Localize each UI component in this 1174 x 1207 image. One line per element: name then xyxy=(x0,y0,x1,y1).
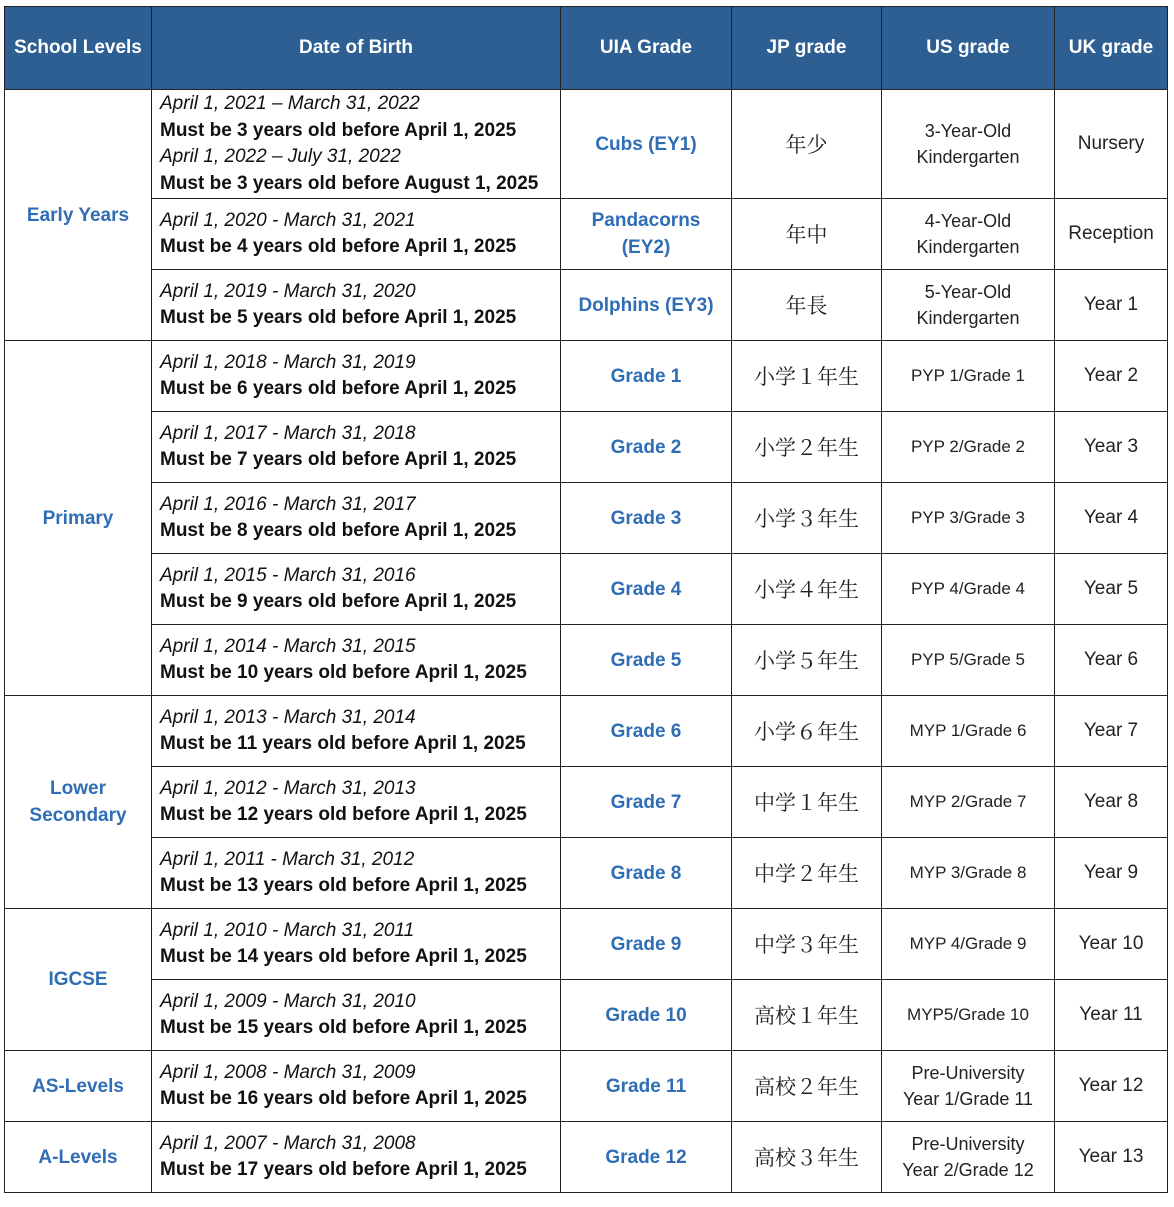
uia-grade: Grade 4 xyxy=(561,554,732,625)
dob-cell xyxy=(152,1051,561,1122)
us-grade: MYP 2/Grade 7 xyxy=(882,767,1055,838)
jp-grade: 高校１年生 xyxy=(732,980,882,1051)
uia-grade: Grade 7 xyxy=(561,767,732,838)
table-row xyxy=(5,838,1168,909)
dob-cell xyxy=(152,980,561,1051)
grade-placement-table-container xyxy=(4,6,1168,1193)
jp-grade: 小学６年生 xyxy=(732,696,882,767)
dob-rule: Must be 3 years old before April 1, 2025 xyxy=(160,119,517,141)
uia-grade: Grade 2 xyxy=(561,412,732,483)
header-uia-grade: UIA Grade xyxy=(561,7,732,90)
table-row xyxy=(5,1122,1168,1193)
level-primary: Primary xyxy=(5,341,152,696)
uia-grade: Grade 10 xyxy=(561,980,732,1051)
dob-range: April 1, 2010 - March 31, 2011 xyxy=(160,919,415,941)
table-row xyxy=(5,270,1168,341)
header-us-grade: US grade xyxy=(882,7,1055,90)
us-grade: Pre-University Year 1/Grade 11 xyxy=(882,1051,1055,1122)
level-igcse: IGCSE xyxy=(5,909,152,1051)
dob-range: April 1, 2007 - March 31, 2008 xyxy=(160,1132,416,1154)
dob-cell xyxy=(152,625,561,696)
dob-rule: Must be 11 years old before April 1, 2025 xyxy=(160,733,526,754)
dob-cell xyxy=(152,341,561,412)
dob-cell xyxy=(152,270,561,341)
level-lower-secondary xyxy=(5,696,152,909)
uk-grade: Year 9 xyxy=(1055,838,1168,909)
jp-grade: 中学３年生 xyxy=(732,909,882,980)
jp-grade: 高校２年生 xyxy=(732,1051,882,1122)
dob-cell xyxy=(152,696,561,767)
jp-grade: 高校３年生 xyxy=(732,1122,882,1193)
dob-range: April 1, 2017 - March 31, 2018 xyxy=(160,422,416,444)
table-row xyxy=(5,483,1168,554)
uk-grade: Year 11 xyxy=(1055,980,1168,1051)
table-row xyxy=(5,1051,1168,1122)
dob-range: April 1, 2019 - March 31, 2020 xyxy=(160,280,416,302)
header-uk-grade: UK grade xyxy=(1055,7,1168,90)
us-grade: PYP 4/Grade 4 xyxy=(882,554,1055,625)
dob-range: April 1, 2012 - March 31, 2013 xyxy=(160,777,416,799)
uia-grade: Cubs (EY1) xyxy=(561,90,732,199)
header-school-levels: School Levels xyxy=(5,7,152,90)
dob-cell xyxy=(152,909,561,980)
uia-grade: Dolphins (EY3) xyxy=(561,270,732,341)
uk-grade: Reception xyxy=(1055,199,1168,270)
uia-grade: Grade 9 xyxy=(561,909,732,980)
dob-rule: Must be 16 years old before April 1, 2025 xyxy=(160,1088,527,1109)
dob-rule: Must be 5 years old before April 1, 2025 xyxy=(160,307,517,328)
us-grade: MYP 1/Grade 6 xyxy=(882,696,1055,767)
dob-cell xyxy=(152,554,561,625)
dob-rule: Must be 8 years old before April 1, 2025 xyxy=(160,520,517,541)
table-row xyxy=(5,412,1168,483)
uia-grade: Grade 12 xyxy=(561,1122,732,1193)
uk-grade: Year 5 xyxy=(1055,554,1168,625)
jp-grade: 年中 xyxy=(732,199,882,270)
dob-cell xyxy=(152,90,561,199)
us-grade: Pre-University Year 2/Grade 12 xyxy=(882,1122,1055,1193)
jp-grade: 中学１年生 xyxy=(732,767,882,838)
dob-range: April 1, 2014 - March 31, 2015 xyxy=(160,635,416,657)
grade-placement-table xyxy=(4,6,1168,1193)
jp-grade: 小学２年生 xyxy=(732,412,882,483)
jp-grade: 小学４年生 xyxy=(732,554,882,625)
uia-grade: Grade 5 xyxy=(561,625,732,696)
dob-cell xyxy=(152,767,561,838)
us-grade: 5-Year-Old Kindergarten xyxy=(882,270,1055,341)
table-row xyxy=(5,767,1168,838)
dob-rule: Must be 12 years old before April 1, 2025 xyxy=(160,804,527,825)
uk-grade: Year 12 xyxy=(1055,1051,1168,1122)
us-grade: MYP 3/Grade 8 xyxy=(882,838,1055,909)
jp-grade: 年長 xyxy=(732,270,882,341)
dob-range-alt: April 1, 2022 – July 31, 2022 xyxy=(160,146,401,167)
level-lower-line2: Secondary xyxy=(29,805,127,826)
dob-cell xyxy=(152,412,561,483)
us-grade: MYP5/Grade 10 xyxy=(882,980,1055,1051)
jp-grade: 小学３年生 xyxy=(732,483,882,554)
uk-grade: Year 10 xyxy=(1055,909,1168,980)
dob-rule: Must be 15 years old before April 1, 2025 xyxy=(160,1017,527,1038)
dob-rule: Must be 17 years old before April 1, 2025 xyxy=(160,1159,527,1180)
us-grade: 3-Year-Old Kindergarten xyxy=(882,90,1055,199)
dob-range: April 1, 2018 - March 31, 2019 xyxy=(160,351,416,373)
dob-cell xyxy=(152,838,561,909)
level-as-levels: AS-Levels xyxy=(5,1051,152,1122)
dob-range: April 1, 2016 - March 31, 2017 xyxy=(160,493,416,515)
dob-rule: Must be 4 years old before April 1, 2025 xyxy=(160,236,517,257)
uk-grade: Year 8 xyxy=(1055,767,1168,838)
table-row xyxy=(5,199,1168,270)
uia-grade: Grade 1 xyxy=(561,341,732,412)
dob-rule: Must be 14 years old before April 1, 2025 xyxy=(160,946,527,967)
uk-grade: Year 7 xyxy=(1055,696,1168,767)
uia-grade: Grade 3 xyxy=(561,483,732,554)
uk-grade: Nursery xyxy=(1055,90,1168,199)
uk-grade: Year 13 xyxy=(1055,1122,1168,1193)
us-grade: MYP 4/Grade 9 xyxy=(882,909,1055,980)
uia-grade: Pandacorns (EY2) xyxy=(561,199,732,270)
us-grade: PYP 3/Grade 3 xyxy=(882,483,1055,554)
uk-grade: Year 1 xyxy=(1055,270,1168,341)
jp-grade: 小学１年生 xyxy=(732,341,882,412)
dob-rule: Must be 6 years old before April 1, 2025 xyxy=(160,378,517,399)
us-grade: PYP 1/Grade 1 xyxy=(882,341,1055,412)
jp-grade: 小学５年生 xyxy=(732,625,882,696)
dob-rule: Must be 10 years old before April 1, 2025 xyxy=(160,662,527,683)
table-row xyxy=(5,625,1168,696)
dob-rule: Must be 7 years old before April 1, 2025 xyxy=(160,449,517,470)
dob-cell xyxy=(152,1122,561,1193)
us-grade: 4-Year-Old Kindergarten xyxy=(882,199,1055,270)
us-grade: PYP 5/Grade 5 xyxy=(882,625,1055,696)
uk-grade: Year 6 xyxy=(1055,625,1168,696)
table-row xyxy=(5,696,1168,767)
dob-range: April 1, 2021 – March 31, 2022 xyxy=(160,93,420,114)
header-jp-grade: JP grade xyxy=(732,7,882,90)
dob-rule: Must be 13 years old before April 1, 2025 xyxy=(160,875,527,896)
dob-rule-alt: Must be 3 years old before August 1, 2025 xyxy=(160,172,539,194)
table-row xyxy=(5,980,1168,1051)
table-row xyxy=(5,90,1168,199)
jp-grade: 中学２年生 xyxy=(732,838,882,909)
header-date-of-birth: Date of Birth xyxy=(152,7,561,90)
table-row xyxy=(5,554,1168,625)
level-a-levels: A-Levels xyxy=(5,1122,152,1193)
level-lower-line1: Lower xyxy=(50,778,106,799)
uk-grade: Year 3 xyxy=(1055,412,1168,483)
dob-rule: Must be 9 years old before April 1, 2025 xyxy=(160,591,517,612)
dob-range: April 1, 2013 - March 31, 2014 xyxy=(160,706,416,728)
us-grade: PYP 2/Grade 2 xyxy=(882,412,1055,483)
dob-range: April 1, 2009 - March 31, 2010 xyxy=(160,990,416,1012)
uk-grade: Year 4 xyxy=(1055,483,1168,554)
uia-grade: Grade 11 xyxy=(561,1051,732,1122)
dob-range: April 1, 2020 - March 31, 2021 xyxy=(160,209,416,231)
uia-grade: Grade 8 xyxy=(561,838,732,909)
dob-range: April 1, 2011 - March 31, 2012 xyxy=(160,848,415,870)
level-early-years: Early Years xyxy=(5,90,152,341)
uk-grade: Year 2 xyxy=(1055,341,1168,412)
dob-cell xyxy=(152,199,561,270)
header-row xyxy=(5,7,1168,90)
dob-range: April 1, 2015 - March 31, 2016 xyxy=(160,564,416,586)
jp-grade: 年少 xyxy=(732,90,882,199)
uia-grade: Grade 6 xyxy=(561,696,732,767)
dob-cell xyxy=(152,483,561,554)
table-row xyxy=(5,909,1168,980)
dob-range: April 1, 2008 - March 31, 2009 xyxy=(160,1061,416,1083)
table-row xyxy=(5,341,1168,412)
